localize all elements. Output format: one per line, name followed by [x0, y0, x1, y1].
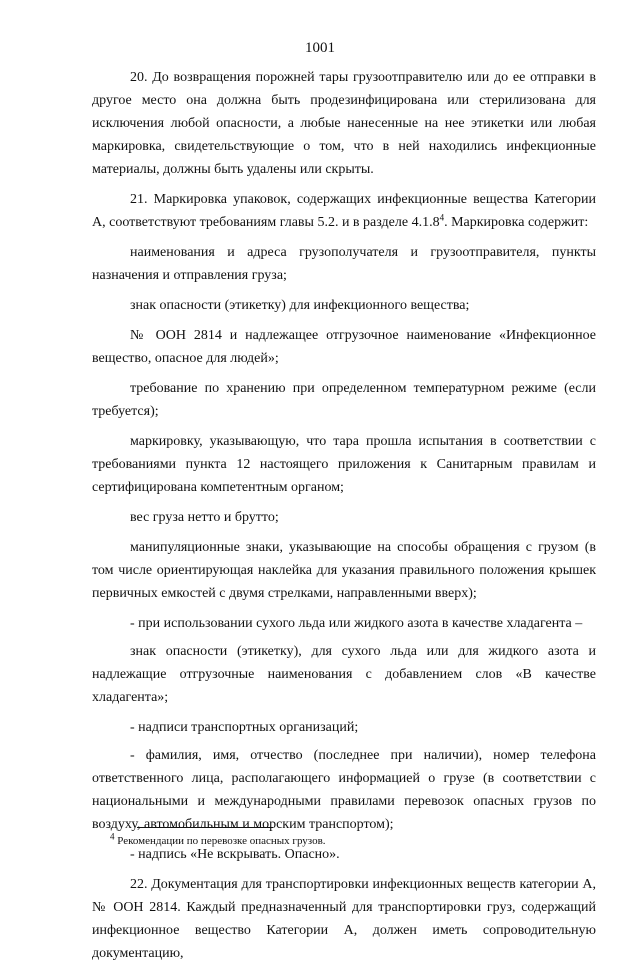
marking-item-hazard-label: знак опасности (этикетку) для инфекционного вещества;	[130, 298, 470, 313]
footnote-reference: 4	[439, 212, 445, 223]
marking-item-transport-notes: - надписи транспортных организаций;	[130, 720, 359, 735]
footnote-divider	[137, 827, 273, 828]
marking-item-un-number: № ООН 2814 и надлежащее отгрузочное наименование «Инфекционное вещество, опасное для людей»;	[92, 328, 596, 366]
marking-item-coolant: - при использовании сухого льда или жидкого азота в качестве хладагента –	[130, 616, 583, 631]
paragraph-21-text: 21. Маркировка упаковок, содержащих инфекционные вещества Категории А, соответствуют требованиям главы 5.2. и в разделе 4.1.8	[92, 192, 596, 230]
marking-item-coolant-label: знак опасности (этикетку), для сухого льда или для жидкого азота и надлежащие отгрузочные наименования с добавлением слов «В качестве хладагента»;	[92, 644, 596, 705]
paragraph-22: 22. Документация для транспортировки инфекционных веществ категории А, № ООН 2814. Каждый предназначенный для транспортировки груз, содержащий инфекционное вещество Категории А, должен иметь сопроводительную документацию,	[92, 877, 596, 961]
marking-item-tested-packaging: маркировку, указывающую, что тара прошла испытания в соответствии с требованиями пункта 12 настоящего приложения к Санитарным правилам и сертифицирована компетентным органом;	[92, 434, 596, 495]
marking-item-handling-signs: манипуляционные знаки, указывающие на способы обращения с грузом (в том числе ориентирующая наклейка для указания правильного положения крышек первичных емкостей с двумя стрелками, направленными вверх);	[92, 540, 596, 601]
marking-item-weight: вес груза нетто и брутто;	[130, 510, 279, 525]
footnote	[110, 831, 590, 848]
footnote-mark: 4	[110, 831, 115, 842]
page-number: 1001	[305, 40, 335, 56]
marking-item-do-not-open: - надпись «Не вскрывать. Опасно».	[130, 847, 340, 862]
paragraph-21-tail: . Маркировка содержит:	[444, 215, 589, 230]
footnote-text: Рекомендации по перевозке опасных грузов.	[117, 835, 326, 847]
paragraph-21	[92, 188, 596, 234]
marking-item-storage: требование по хранению при определенном температурном режиме (если требуется);	[92, 381, 596, 419]
marking-item-addresses: наименования и адреса грузополучателя и грузоотправителя, пункты назначения и отправления груза;	[92, 245, 596, 283]
paragraph-20: 20. До возвращения порожней тары грузоотправителю или до ее отправки в другое место она должна быть продезинфицирована или стерилизована для исключения любой опасности, а любые нанесенные на нее этикетки или любая маркировка, свидетельствующие о том, что в ней находились инфекционные материалы, должны быть удалены или скрыты.	[92, 70, 596, 177]
marking-item-responsible-person: - фамилия, имя, отчество (последнее при наличии), номер телефона ответственного лица, располагающего информацией о грузе (в соответствии с национальными и международными правилами перевозок опасных грузов по воздуху, автомобильным и морским транспортом);	[92, 748, 596, 832]
